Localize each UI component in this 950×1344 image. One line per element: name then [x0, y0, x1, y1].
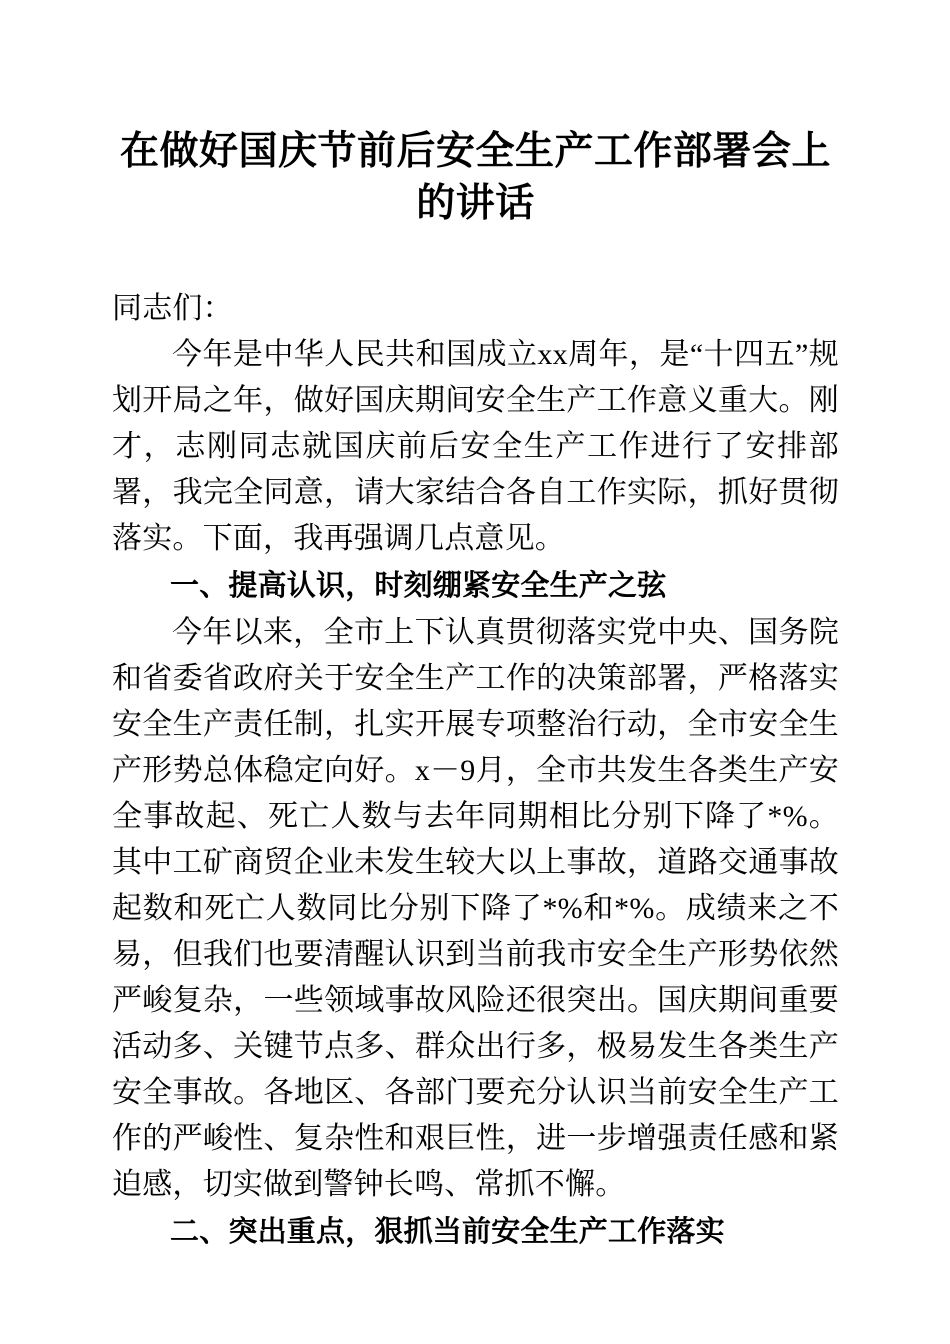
opening-paragraph: 今年是中华人民共和国成立xx周年，是“十四五”规划开局之年，做好国庆期间安全生产工作意义重大。刚才，志刚同志就国庆前后安全生产工作进行了安排部署，我完全同意，请大家结合各自工作实际，抓好贯彻落实。下面，我再强调几点意见。: [112, 338, 839, 555]
page-content-area: [112, 0, 839, 1256]
section-heading-one: 一、提高认识，时刻绷紧安全生产之弦: [170, 570, 667, 602]
section-one-paragraph: 今年以来，全市上下认真贯彻落实党中央、国务院和省委省政府关于安全生产工作的决策部署，严格落实安全生产责任制，扎实开展专项整治行动，全市安全生产形势总体稳定向好。x－9月，全市共发生各类生产安全事故起、死亡人数与去年同期相比分别下降了*%。其中工矿商贸企业未发生较大以上事故，道路交通事故起数和死亡人数同比分别下降了*%和*%。成绩来之不易，但我们也要清醒认识到当前我市安全生产形势依然严峻复杂，一些领域事故风险还很突出。国庆期间重要活动多、关键节点多、群众出行多，极易发生各类生产安全事故。各地区、各部门要充分认识当前安全生产工作的严峻性、复杂性和艰巨性，进一步增强责任感和紧迫感，切实做到警钟长鸣、常抓不懈。: [112, 616, 839, 1201]
section-heading-two: 二、突出重点，狠抓当前安全生产工作落实: [170, 1216, 725, 1248]
salutation-line: 同志们：: [112, 292, 233, 325]
page-title: 在做好国庆节前后安全生产工作部署会上的讲话: [119, 130, 831, 225]
